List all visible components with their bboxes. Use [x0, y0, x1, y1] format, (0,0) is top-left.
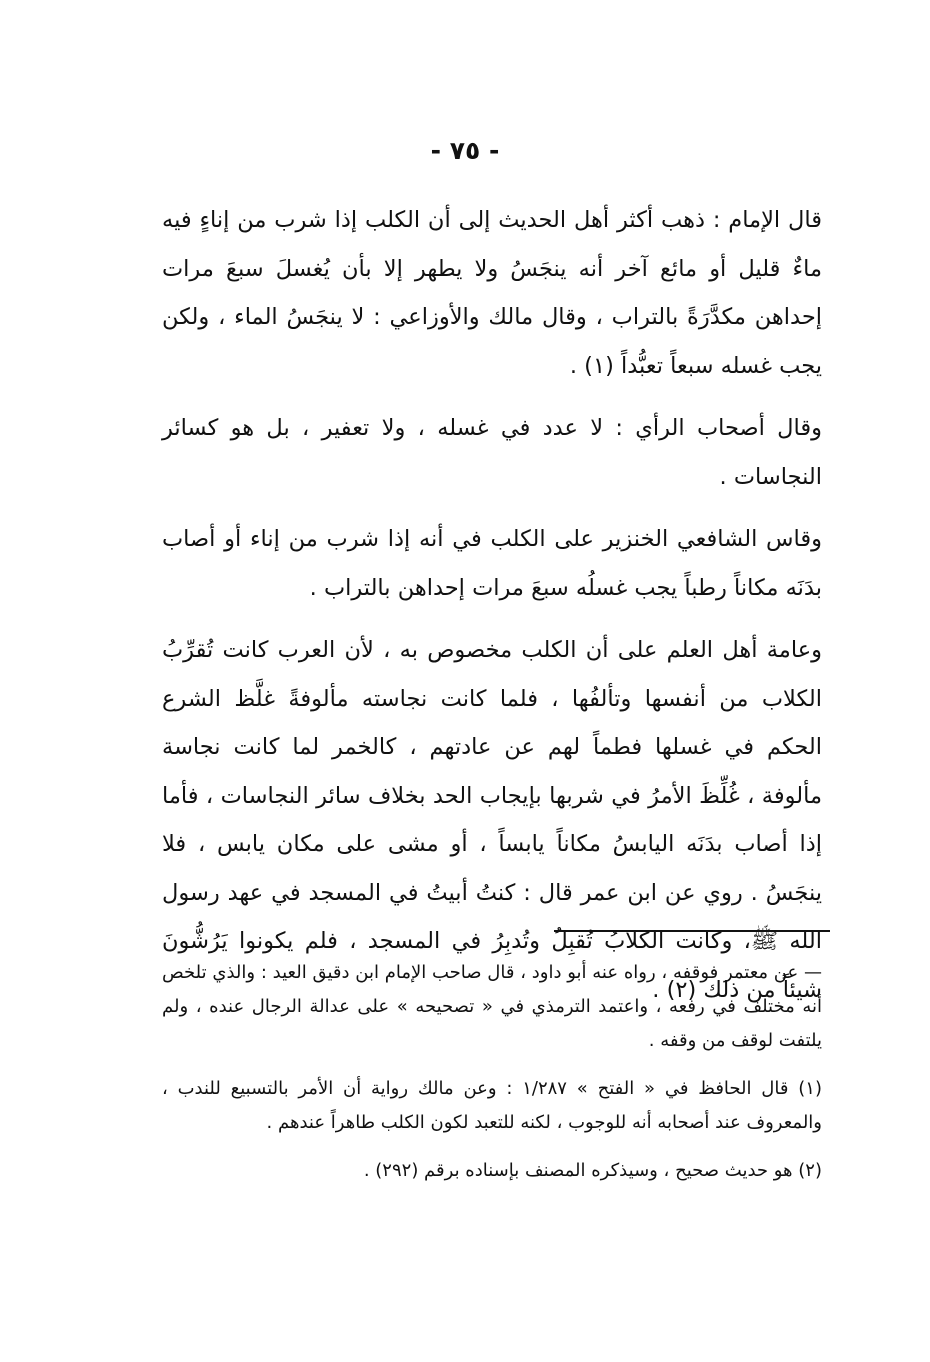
paragraph: وقاس الشافعي الخنزير على الكلب في أنه إذا شرب من إناء أو أصاب بدَنَه مكاناً رطباً يجب غسلُه سبعَ مرات إحداهن بالتراب . — [162, 526, 822, 601]
footnote: (١) قال الحافظ في « الفتح » ١/٢٨٧ : وعن مالك رواية أن الأمر بالتسبيع للندب ، والمعروف عند أصحابه أنه للوجوب ، لكنه للتعبد لكون الكلب طاهراً عندهم . — [162, 1078, 822, 1133]
footnote: (٢) هو حديث صحيح ، وسيذكره المصنف بإسناده برقم (٢٩٢) . — [363, 1160, 822, 1181]
main-text — [162, 196, 822, 1014]
footnote-divider — [554, 930, 830, 932]
footnotes — [162, 956, 822, 1188]
footnote: — عن معتمر فوقفه ، رواه عنه أبو داود ، قال صاحب الإمام ابن دقيق العيد : والذي تلخص أنه مختلف في رفعه ، واعتمد الترمذي في « تصحيحه » على عدالة الرجال عنده ، ولم يلتفت لوقف من وقفه . — [162, 962, 822, 1051]
paragraph: قال الإمام : ذهب أكثر أهل الحديث إلى أن الكلب إذا شرب من إناءٍ فيه ماءٌ قليل أو مائع آخر أنه ينجَسُ ولا يطهر إلا بأن يُغسلَ سبعَ مرات إحداهن مكدَّرَةً بالتراب ، وقال مالك والأوزاعي : لا ينجَسُ الماء ، ولكن يجب غسله سبعاً تعبُّداً (١) . — [162, 207, 822, 379]
paragraph: وقال أصحاب الرأي : لا عدد في غسله ، ولا تعفير ، بل هو كسائر النجاسات . — [162, 415, 822, 490]
page-number: - ٧٥ - — [430, 136, 500, 165]
paragraph: وعامة أهل العلم على أن الكلب مخصوص به ، لأن العرب كانت تُقرِّبُ الكلاب من أنفسها وتألفُها ، فلما كانت نجاسته مألوفةً غلَّظ الشرع الحكم في غسلها فطماً لهم عن عادتهم ، كالخمر لما كانت نجاسة مألوفة ، غُلِّظَ الأمرُ في شربها بإيجاب الحد بخلاف سائر النجاسات ، فأما إذا أصاب بدَنَه اليابسُ مكاناً يابساً ، أو مشى على مكان يابس ، فلا ينجَسُ . روي عن ابن عمر قال : كنتُ أبيتُ في المسجد في عهد رسول الله ﷺ، وكانت الكلابُ تُقبِلُ وتُدبِرُ في المسجد ، فلم يكونوا يَرُشُّونَ شيئاً من ذلك (٢) . — [162, 637, 822, 1003]
